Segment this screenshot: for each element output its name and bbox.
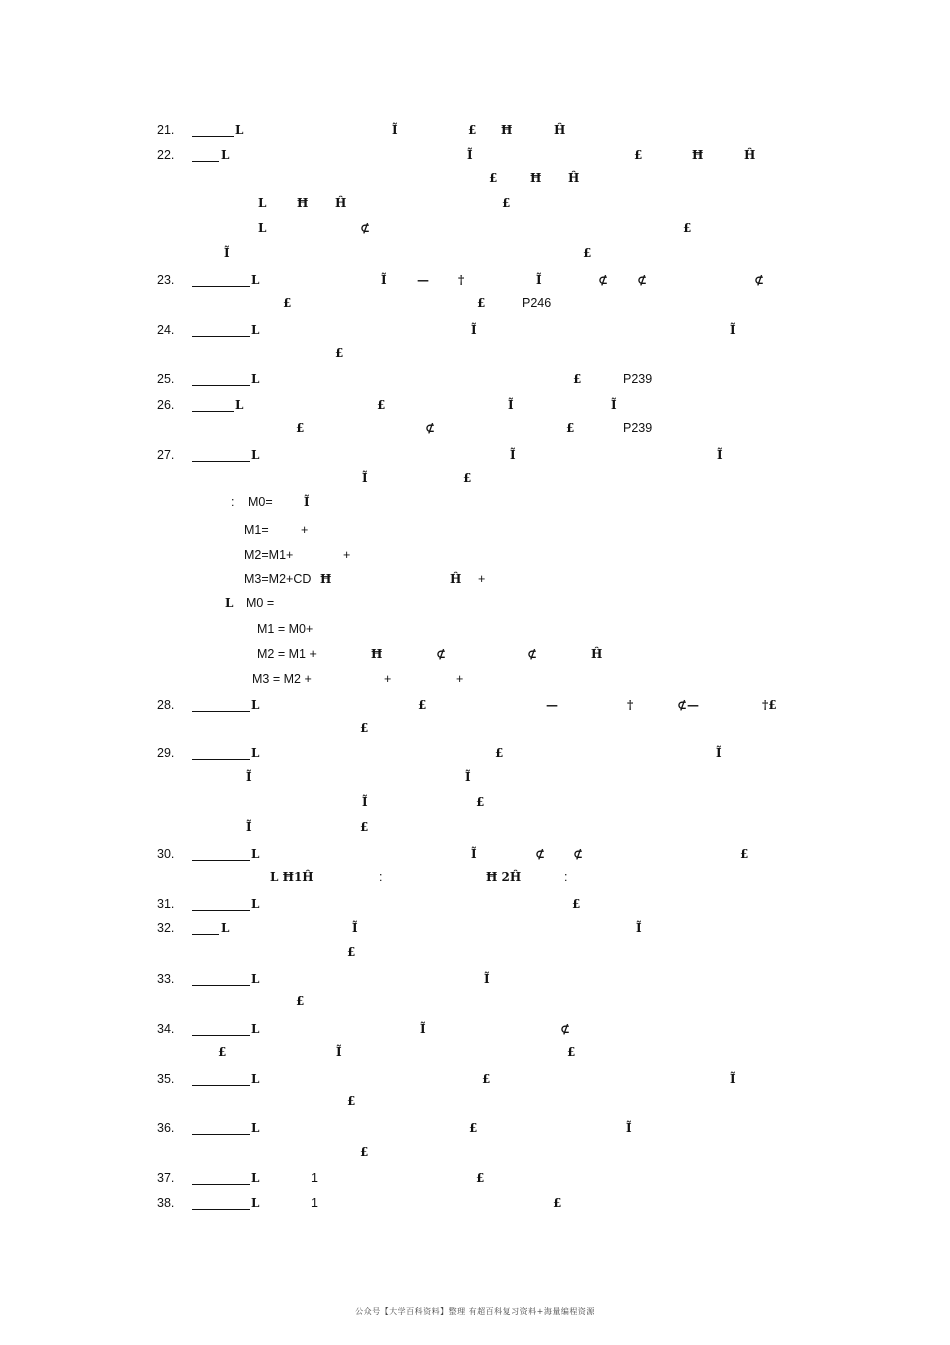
glyph: £	[495, 746, 504, 760]
glyph: Ĩ	[467, 148, 473, 162]
question-number: 26.	[157, 398, 175, 412]
page-reference: P239	[623, 421, 653, 435]
question-number: 23.	[157, 273, 175, 287]
glyph: £	[218, 1045, 227, 1059]
answer-blank[interactable]	[192, 411, 234, 412]
question-number: 22.	[157, 148, 175, 162]
glyph: £	[418, 698, 427, 712]
question-number: 25.	[157, 372, 175, 386]
glyph: ⊄	[560, 1022, 571, 1036]
glyph: £	[347, 1094, 356, 1108]
answer-blank[interactable]	[192, 1184, 250, 1185]
glyph: £	[296, 994, 305, 1008]
glyph: Ĥ	[554, 123, 566, 137]
glyph: ⊄	[436, 647, 447, 661]
formula-text: :	[564, 870, 568, 884]
question-number: 24.	[157, 323, 175, 337]
glyph: Ĩ	[352, 921, 358, 935]
glyph: Ĥ	[591, 647, 603, 661]
glyph: L	[251, 746, 260, 760]
glyph: Ĩ	[730, 1072, 736, 1086]
glyph: Ĥ	[568, 171, 580, 185]
question-number: 38.	[157, 1196, 175, 1210]
glyph: L	[251, 972, 260, 986]
glyph: £	[572, 897, 581, 911]
question-number: 29.	[157, 746, 175, 760]
glyph: L	[251, 323, 260, 337]
answer-blank[interactable]	[192, 286, 250, 287]
question-number: 34.	[157, 1022, 175, 1036]
glyph: Ĥ	[450, 572, 462, 586]
glyph: ⊄	[535, 847, 546, 861]
glyph: £	[360, 721, 369, 735]
page-reference: P246	[522, 296, 552, 310]
answer-blank[interactable]	[192, 910, 250, 911]
glyph: £	[489, 171, 498, 185]
glyph: L	[251, 847, 260, 861]
formula-text: 1	[311, 1171, 318, 1185]
glyph: Ĩ	[336, 1045, 342, 1059]
glyph: £	[502, 196, 511, 210]
formula-text: M2=M1+	[244, 548, 294, 562]
glyph: L	[251, 1196, 260, 1210]
glyph: Ĥ	[335, 196, 347, 210]
glyph: Ĩ	[420, 1022, 426, 1036]
glyph: £	[634, 148, 643, 162]
glyph: Ĩ	[304, 495, 310, 509]
glyph: £	[335, 346, 344, 360]
glyph: Ĩ	[508, 398, 514, 412]
glyph: £	[360, 820, 369, 834]
glyph: £	[296, 421, 305, 435]
glyph: Ĩ	[392, 123, 398, 137]
formula-text: :	[379, 870, 383, 884]
formula-text: +	[456, 672, 464, 686]
question-number: 32.	[157, 921, 175, 935]
glyph: £	[583, 246, 592, 260]
glyph: L	[221, 148, 230, 162]
glyph: ⊄	[360, 221, 371, 235]
glyph: Ĩ	[246, 770, 252, 784]
glyph: L	[235, 398, 244, 412]
answer-blank[interactable]	[192, 385, 250, 386]
answer-blank[interactable]	[192, 161, 219, 162]
glyph: £	[469, 1121, 478, 1135]
glyph: Ĩ	[224, 246, 230, 260]
question-number: 36.	[157, 1121, 175, 1135]
glyph: £	[283, 296, 292, 310]
glyph: £	[360, 1145, 369, 1159]
formula-text: L Ħ1Ĥ	[270, 870, 314, 884]
answer-blank[interactable]	[192, 461, 250, 462]
glyph: Ĩ	[510, 448, 516, 462]
glyph: L	[225, 596, 234, 610]
question-number: 27.	[157, 448, 175, 462]
answer-blank[interactable]	[192, 136, 234, 137]
answer-blank[interactable]	[192, 336, 250, 337]
glyph: L	[251, 1022, 260, 1036]
glyph: L	[251, 1121, 260, 1135]
glyph: L	[221, 921, 230, 935]
glyph: £	[553, 1196, 562, 1210]
answer-blank[interactable]	[192, 934, 219, 935]
glyph: Ħ	[320, 572, 332, 586]
glyph: £	[377, 398, 386, 412]
glyph: ⊄	[598, 273, 609, 287]
question-number: 30.	[157, 847, 175, 861]
glyph: L	[251, 897, 260, 911]
glyph: Ħ	[530, 171, 542, 185]
formula-text: +	[478, 572, 486, 586]
glyph: Ĩ	[246, 820, 252, 834]
page-footer: 公众号【大学百科资料】整理 有超百科复习资料+海量编程资源	[355, 1307, 595, 1316]
answer-blank[interactable]	[192, 711, 250, 712]
question-number: 21.	[157, 123, 175, 137]
glyph: Ĩ	[536, 273, 542, 287]
glyph: Ĩ	[381, 273, 387, 287]
glyph: L	[251, 1171, 260, 1185]
formula-text: M0 =	[246, 596, 275, 610]
glyph: —	[417, 273, 429, 287]
formula-text: M0=	[248, 495, 273, 509]
question-number: 28.	[157, 698, 175, 712]
glyph: †	[627, 698, 634, 712]
glyph: £	[482, 1072, 491, 1086]
answer-blank[interactable]	[192, 1035, 250, 1036]
glyph: Ĩ	[471, 323, 477, 337]
glyph: Ĥ	[744, 148, 756, 162]
glyph: L	[235, 123, 244, 137]
question-number: 31.	[157, 897, 175, 911]
glyph: Ĩ	[717, 448, 723, 462]
glyph: Ĩ	[626, 1121, 632, 1135]
question-number: 35.	[157, 1072, 175, 1086]
glyph: £	[566, 421, 575, 435]
glyph: Ĩ	[611, 398, 617, 412]
glyph: ⊄	[527, 647, 538, 661]
glyph: £	[476, 795, 485, 809]
formula-text: +	[301, 523, 309, 537]
glyph: Ĩ	[362, 795, 368, 809]
formula-text: M3=M2+CD	[244, 572, 312, 586]
glyph: £	[740, 847, 749, 861]
answer-blank[interactable]	[192, 860, 250, 861]
glyph: ⊄	[754, 273, 765, 287]
glyph: £	[463, 471, 472, 485]
glyph: £	[468, 123, 477, 137]
answer-blank[interactable]	[192, 985, 250, 986]
answer-blank[interactable]	[192, 1209, 250, 1210]
glyph: Ĩ	[362, 471, 368, 485]
formula-text: M1=	[244, 523, 269, 537]
glyph: £	[567, 1045, 576, 1059]
answer-blank[interactable]	[192, 759, 250, 760]
glyph: £	[347, 945, 356, 959]
glyph: £	[476, 1171, 485, 1185]
glyph: —	[546, 698, 558, 712]
glyph: £	[573, 372, 582, 386]
glyph: L	[251, 698, 260, 712]
formula-text: +	[343, 548, 351, 562]
page-reference: P239	[623, 372, 653, 386]
glyph: L	[251, 273, 260, 287]
glyph: Ħ	[297, 196, 309, 210]
formula-text: M1 = M0+	[257, 622, 314, 636]
glyph: Ħ	[371, 647, 383, 661]
glyph: ⊄	[425, 421, 436, 435]
glyph: Ĩ	[730, 323, 736, 337]
formula-text: M2 = M1 +	[257, 647, 317, 661]
formula-text: :	[231, 495, 235, 509]
glyph: ⊄	[573, 847, 584, 861]
glyph: £	[683, 221, 692, 235]
glyph: Ĩ	[471, 847, 477, 861]
glyph: ⊄—	[677, 698, 700, 712]
glyph: Ħ	[692, 148, 704, 162]
answer-blank[interactable]	[192, 1085, 250, 1086]
glyph: Ĩ	[716, 746, 722, 760]
question-number: 37.	[157, 1171, 175, 1185]
glyph: L	[251, 372, 260, 386]
glyph: Ĩ	[465, 770, 471, 784]
formula-text: 1	[311, 1196, 318, 1210]
glyph: Ħ	[501, 123, 513, 137]
question-number: 33.	[157, 972, 175, 986]
formula-text: +	[384, 672, 392, 686]
glyph: L	[258, 221, 267, 235]
glyph: £	[477, 296, 486, 310]
glyph: Ĩ	[636, 921, 642, 935]
glyph: L	[251, 448, 260, 462]
formula-text: Ħ 2Ĥ	[486, 870, 522, 884]
glyph: L	[251, 1072, 260, 1086]
glyph: Ĩ	[484, 972, 490, 986]
formula-text: M3 = M2 +	[252, 672, 312, 686]
glyph: L	[258, 196, 267, 210]
glyph: †£	[762, 698, 777, 712]
glyph: †	[458, 273, 465, 287]
glyph: ⊄	[637, 273, 648, 287]
answer-blank[interactable]	[192, 1134, 250, 1135]
